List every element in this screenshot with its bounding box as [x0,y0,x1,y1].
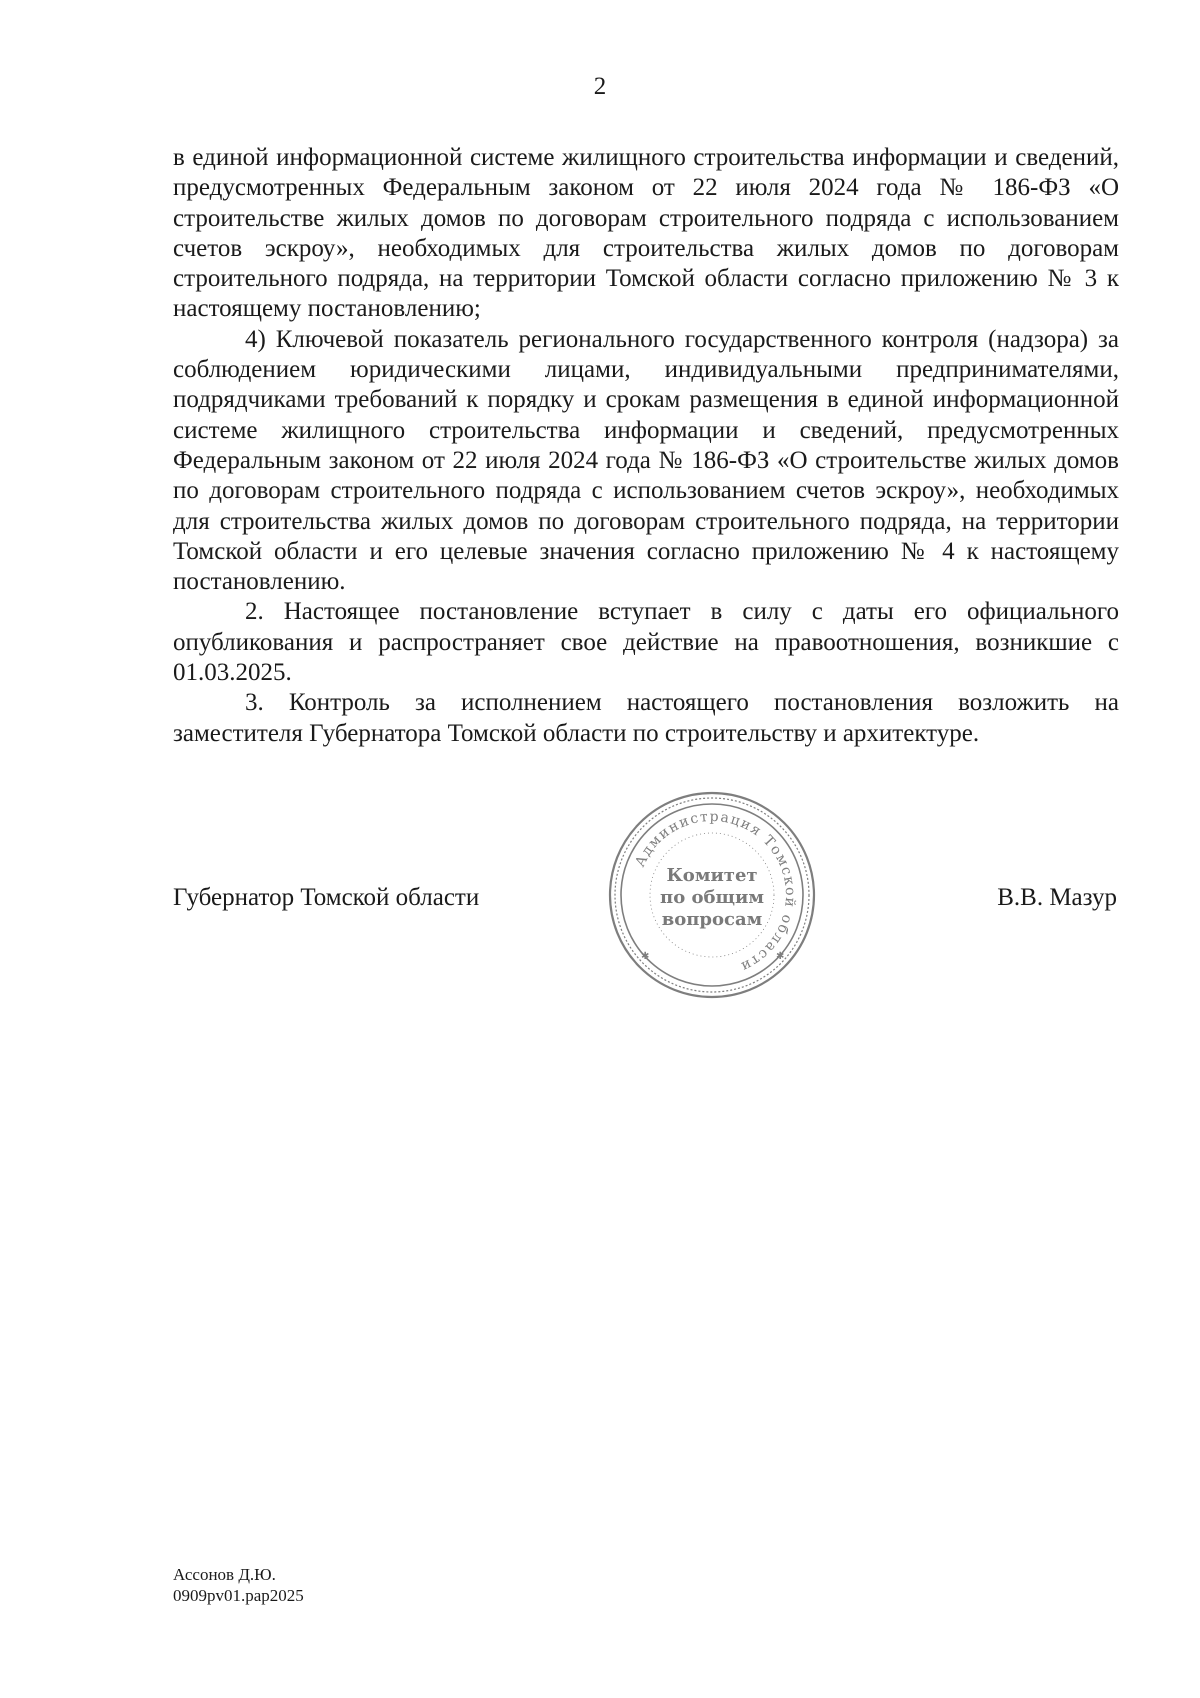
page-number: 2 [593,73,607,100]
star-icon: ✱ [641,951,650,962]
star-icon: ✱ [776,951,785,962]
stamp-ring-text: Администрация Томской области [632,808,799,975]
footer [173,1564,304,1606]
paragraph: 4) Ключевой показатель регионального государственного контроля (надзора) за соблюдением юридическими лицами, индивидуальными предпринимателями, подрядчиками требований к порядку и срокам размещения в единой информационной системе жилищного строительства информации и сведений, предусмотренных Федеральным законом от 22 июля 2024 года № 186-ФЗ «О строительстве жилых домов по договорам строительного подряда с использованием счетов эскроу», необходимых для строительства жилых домов по договорам строительного подряда, на территории Томской области и его целевые значения согласно приложению № 4 к настоящему постановлению. [173,325,1119,596]
paragraph: в единой информационной системе жилищного строительства информации и сведений, предусмотренных Федеральным законом от 22 июля 2024 года № 186-ФЗ «О строительстве жилых домов по договорам строительного подряда с использованием счетов эскроу», необходимых для строительства жилых домов по договорам строительного подряда, на территории Томской области согласно приложению № 3 к настоящему постановлению; [173,144,1119,323]
stamp-line: Комитет [666,865,758,886]
document-code: 0909pv01.pap2025 [173,1586,304,1605]
official-stamp [606,789,818,1001]
signatory-name: В.В. Мазур [997,884,1117,911]
stamp-line: по общим [660,887,764,908]
document-body [173,143,1119,749]
stamp-line: вопросам [661,909,763,930]
executor-name: Ассонов Д.Ю. [173,1565,276,1584]
stamp-center-text [606,865,818,931]
paragraph: 2. Настоящее постановление вступает в силу с даты его официального опубликования и распространяет свое действие на правоотношения, возникшие с 01.03.2025. [173,598,1119,687]
paragraph: 3. Контроль за исполнением настоящего постановления возложить на заместителя Губернатора Томской области по строительству и архитектуре. [173,689,1119,747]
signatory-position: Губернатор Томской области [173,884,480,911]
